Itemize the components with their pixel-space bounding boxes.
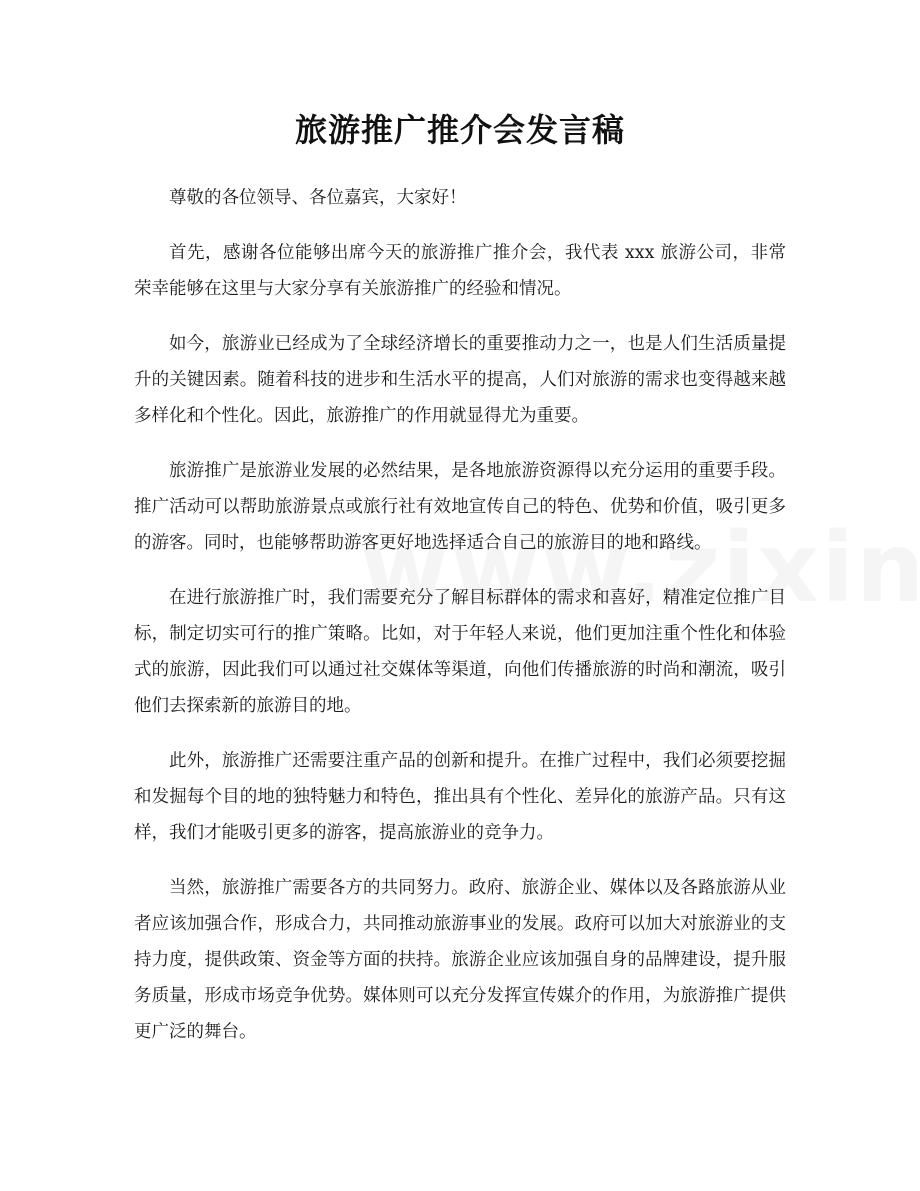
paragraph: 当然，旅游推广需要各方的共同努力。政府、旅游企业、媒体以及各路旅游从业者应该加强合作，形成合力，共同推动旅游事业的发展。政府可以加大对旅游业的支持力度，提供政策、资金等方面的扶持。旅游企业应该加强自身的品牌建设，提升服务质量，形成市场竞争优势。媒体则可以充分发挥宣传媒介的作用，为旅游推广提供更广泛的舞台。: [134, 878, 786, 1042]
document-body: [134, 180, 786, 1069]
paragraph: 此外，旅游推广还需要注重产品的创新和提升。在推广过程中，我们必须要挖掘和发掘每个目的地的独特魅力和特色，推出具有个性化、差异化的旅游产品。只有这样，我们才能吸引更多的游客，提高旅游业的竞争力。: [134, 751, 786, 843]
paragraph: 在进行旅游推广时，我们需要充分了解目标群体的需求和喜好，精准定位推广目标，制定切实可行的推广策略。比如，对于年轻人来说，他们更加注重个性化和体验式的旅游，因此我们可以通过社交媒体等渠道，向他们传播旅游的时尚和潮流，吸引他们去探索新的旅游目的地。: [134, 588, 786, 716]
greeting-paragraph: 尊敬的各位领导、各位嘉宾，大家好！: [169, 188, 467, 208]
document-title: 旅游推广推介会发言稿: [294, 111, 625, 149]
paragraph: 首先，感谢各位能够出席今天的旅游推广推介会，我代表 xxx 旅游公司，非常荣幸能够在这里与大家分享有关旅游推广的经验和情况。: [134, 243, 786, 299]
paragraph: 旅游推广是旅游业发展的必然结果，是各地旅游资源得以充分运用的重要手段。推广活动可以帮助旅游景点或旅行社有效地宣传自己的特色、优势和价值，吸引更多的游客。同时，也能够帮助游客更好地选择适合自己的旅游目的地和路线。: [134, 461, 786, 553]
paragraph: 如今，旅游业已经成为了全球经济增长的重要推动力之一，也是人们生活质量提升的关键因素。随着科技的进步和生活水平的提高，人们对旅游的需求也变得越来越多样化和个性化。因此，旅游推广的作用就显得尤为重要。: [134, 334, 786, 426]
